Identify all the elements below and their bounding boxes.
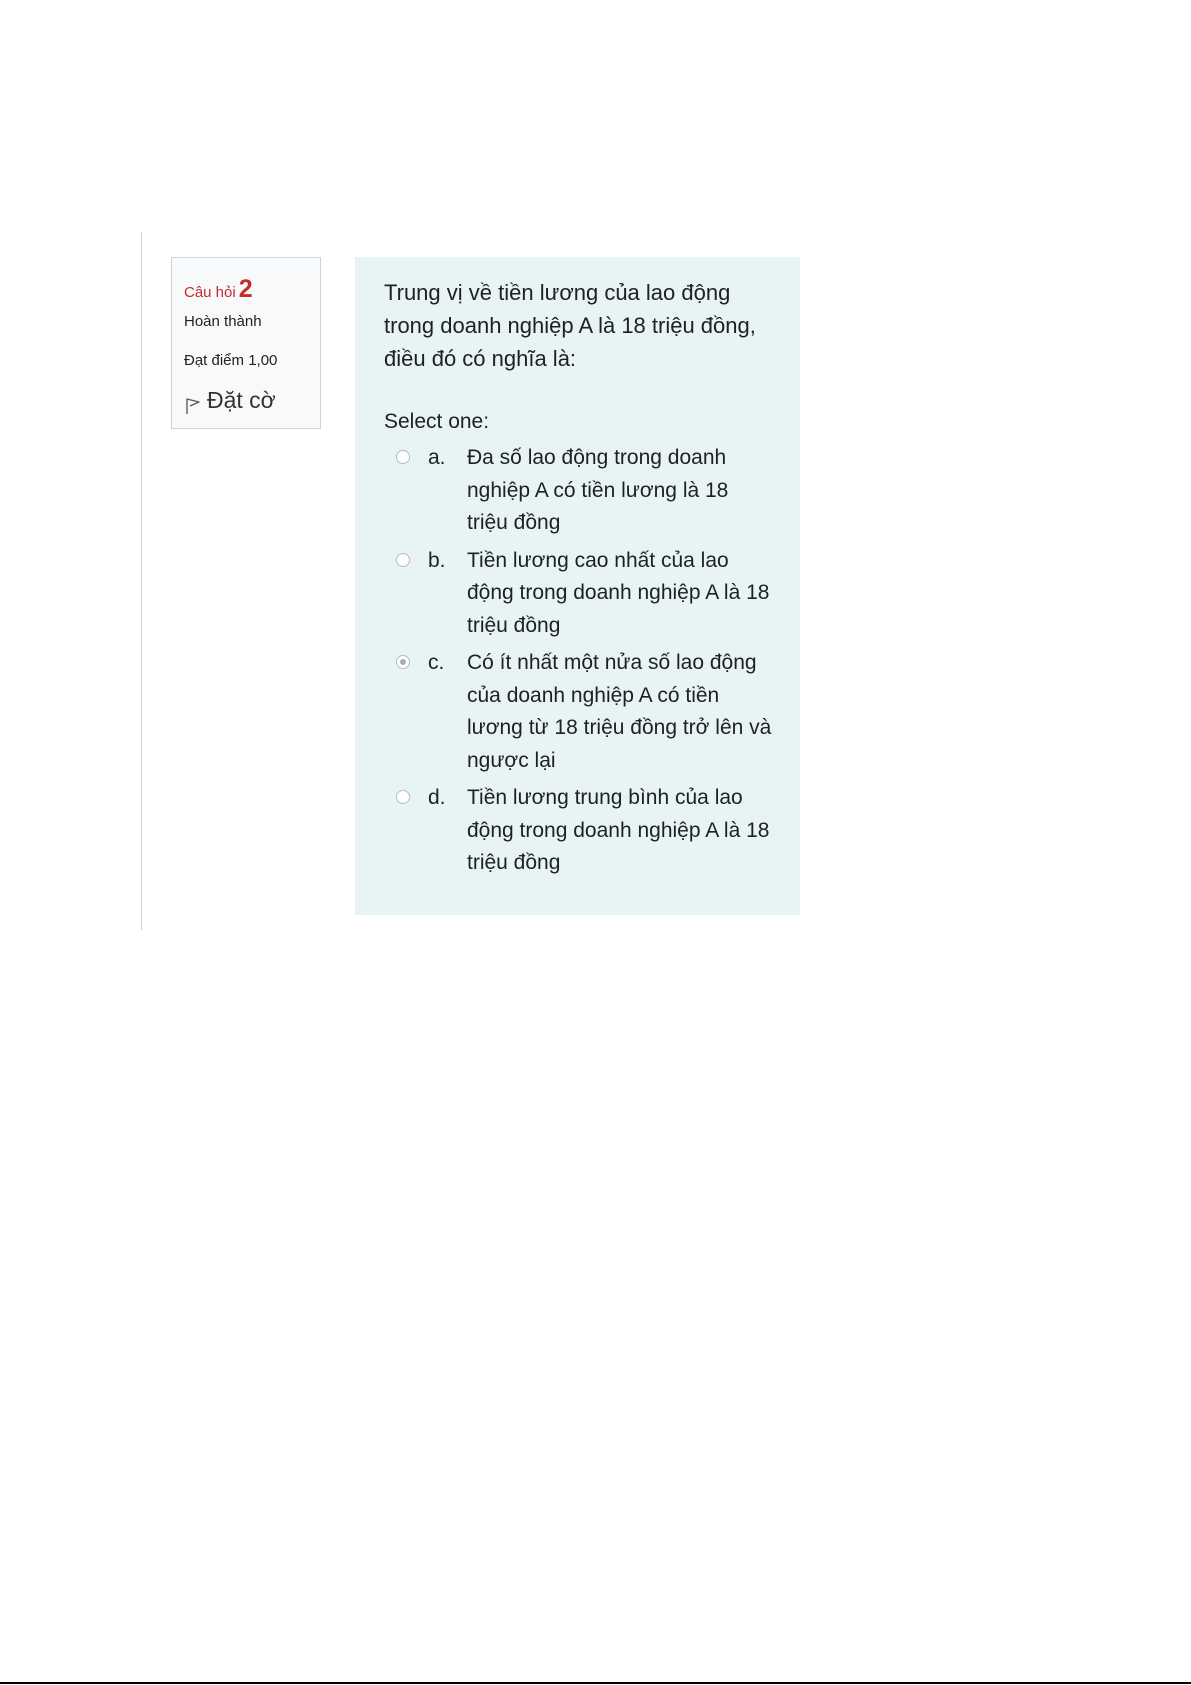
answer-option-c[interactable] [384,647,780,777]
answer-option-d[interactable] [384,782,780,880]
flag-icon [184,393,204,415]
answer-option-b[interactable] [384,545,780,643]
question-content-box [355,257,800,915]
answer-b-text[interactable]: Tiền lương cao nhất của lao động trong doanh nghiệp A là 18 triệu đồng [467,548,770,637]
answer-c-radio[interactable] [396,655,410,669]
answer-prompt: Select one: [384,410,490,433]
answer-d-radio[interactable] [396,790,410,804]
question-grade: Đạt điểm 1,00 [184,352,278,369]
answer-a-letter: a. [428,446,446,469]
answer-a-radio[interactable] [396,450,410,464]
footer-rule [0,1682,1191,1684]
answer-a-text[interactable]: Đa số lao động trong doanh nghiệp A có tiền lương là 18 triệu đồng [467,446,729,534]
answer-option-a[interactable] [384,442,780,540]
flag-label: Đặt cờ [207,387,276,413]
answer-b-letter: b. [428,548,446,572]
question-state: Hoàn thành [184,313,262,330]
answer-d-text[interactable]: Tiền lương trung bình của lao động trong doanh nghiệp A là 18 triệu đồng [467,786,770,874]
question-number: 2 [238,275,253,303]
answer-d-letter: d. [428,786,446,809]
question-label: Câu hỏi [184,284,236,301]
question-text: Trung vị về tiền lương của lao động trong doanh nghiệp A là 18 triệu đồng, điều đó có nghĩa là: [384,280,756,371]
answer-b-radio[interactable] [396,553,410,567]
page-left-rule [141,232,142,930]
answer-list [384,442,780,880]
question-info-box [171,257,321,429]
flag-question-button[interactable] [184,381,309,415]
answer-c-letter: c. [428,651,445,674]
answer-c-text[interactable]: Có ít nhất một nửa số lao động của doanh nghiệp A có tiền lương từ 18 triệu đồng trở lên và ngược lại [467,651,772,772]
question-number-heading [184,274,309,304]
